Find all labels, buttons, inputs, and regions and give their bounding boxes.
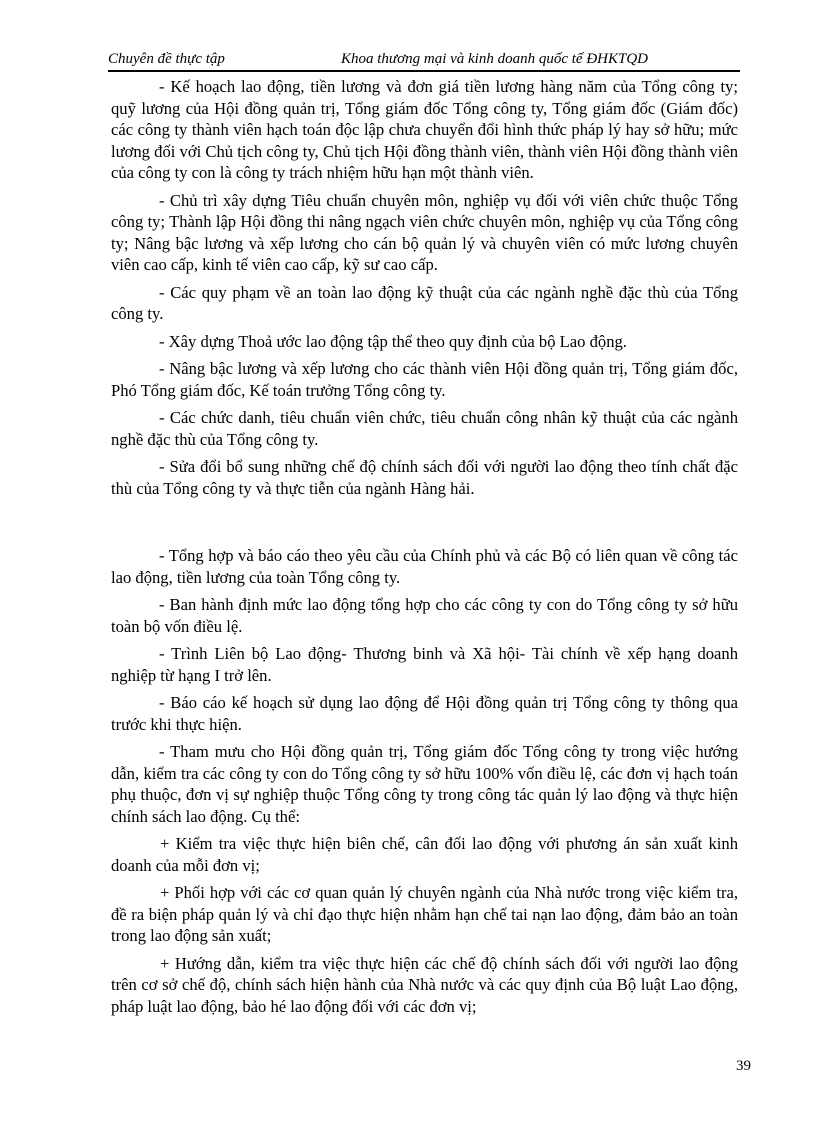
paragraph: - Các chức danh, tiêu chuẩn viên chức, tiêu chuẩn công nhân kỹ thuật của các ngành nghề đặc thù của Tổng công ty.	[111, 408, 738, 449]
header-rule	[108, 70, 740, 72]
paragraph: - Trình Liên bộ Lao động- Thương binh và Xã hội- Tài chính về xếp hạng doanh nghiệp từ hạng I trở lên.	[111, 644, 738, 685]
paragraph: - Tham mưu cho Hội đồng quản trị, Tổng giám đốc Tổng công ty trong việc hướng dẫn, kiểm tra các công ty con do Tổng công ty sở hữu 100% vốn điều lệ, các đơn vị hạch toán phụ thuộc, đơn vị sự nghiệp thuộc Tổng công ty trong công tác quản lý lao động và thực hiện chính sách lao động. Cụ thể:	[111, 742, 738, 826]
paragraph: - Kế hoạch lao động, tiền lương và đơn giá tiền lương hàng năm của Tổng công ty; quỹ lương của Hội đồng quản trị, Tổng giám đốc Tổng công ty, Tổng giám đốc (Giám đốc) các công ty thành viên hạch toán độc lập chưa chuyển đổi hình thức pháp lý hay sở hữu; mức lương đối với Chủ tịch công ty, Chủ tịch Hội đồng thành viên, thành viên Hội đồng thành viên của công ty con là công ty trách nhiệm hữu hạn một thành viên.	[111, 77, 738, 182]
section-gap	[111, 505, 738, 545]
page-number: 39	[736, 1058, 751, 1074]
paragraph: - Nâng bậc lương và xếp lương cho các thành viên Hội đồng quản trị, Tổng giám đốc, Phó Tổng giám đốc, Kế toán trưởng Tổng công ty.	[111, 359, 738, 400]
sub-paragraph: + Hướng dẫn, kiểm tra việc thực hiện các chế độ chính sách đối với người lao động trên cơ sở chế độ, chính sách hiện hành của Nhà nước và các quy định của Bộ luật Lao động, pháp luật lao động, bảo hé lao động đối với các đơn vị;	[111, 953, 738, 1016]
sub-paragraph: + Kiểm tra việc thực hiện biên chế, cân đối lao động với phương án sản xuất kinh doanh của mỗi đơn vị;	[111, 834, 738, 875]
paragraph: - Xây dựng Thoả ước lao động tập thể theo quy định của bộ Lao động.	[159, 331, 627, 351]
document-body	[111, 76, 738, 1023]
paragraph: - Các quy phạm về an toàn lao động kỹ thuật của các ngành nghề đặc thù của Tổng công ty.	[111, 282, 738, 323]
paragraph: - Tổng hợp và báo cáo theo yêu cầu của Chính phủ và các Bộ có liên quan về công tác lao động, tiền lương của toàn Tổng công ty.	[111, 546, 738, 587]
paragraph: - Báo cáo kế hoạch sử dụng lao động để Hội đồng quản trị Tổng công ty thông qua trước khi thực hiện.	[111, 693, 738, 734]
sub-paragraph: + Phối hợp với các cơ quan quản lý chuyên ngành của Nhà nước trong việc kiểm tra, đề ra biện pháp quản lý và chỉ đạo thực hiện nhằm hạn chế tai nạn lao động, đảm bảo an toàn trong lao động sản xuất;	[111, 883, 738, 945]
paragraph: - Ban hành định mức lao động tổng hợp cho các công ty con do Tổng công ty sở hữu toàn bộ vốn điều lệ.	[111, 595, 738, 636]
header-right: Khoa thương mại và kinh doanh quốc tế ĐHKTQD	[341, 51, 649, 67]
header-left: Chuyên đề thực tập	[108, 51, 225, 67]
paragraph: - Chủ trì xây dựng Tiêu chuẩn chuyên môn, nghiệp vụ đối với viên chức thuộc Tổng công ty; Thành lập Hội đồng thi nâng ngạch viên chức chuyên môn, nghiệp vụ của Tổng công ty; Nâng bậc lương và xếp lương cho cán bộ quản lý và chuyên viên có mức lương chuyên viên cao cấp, kinh tế viên cao cấp, kỹ sư cao cấp.	[111, 190, 738, 274]
paragraph: - Sửa đổi bổ sung những chế độ chính sách đối với người lao động theo tính chất đặc thù của Tổng công ty và thực tiễn của ngành Hàng hải.	[111, 457, 738, 498]
